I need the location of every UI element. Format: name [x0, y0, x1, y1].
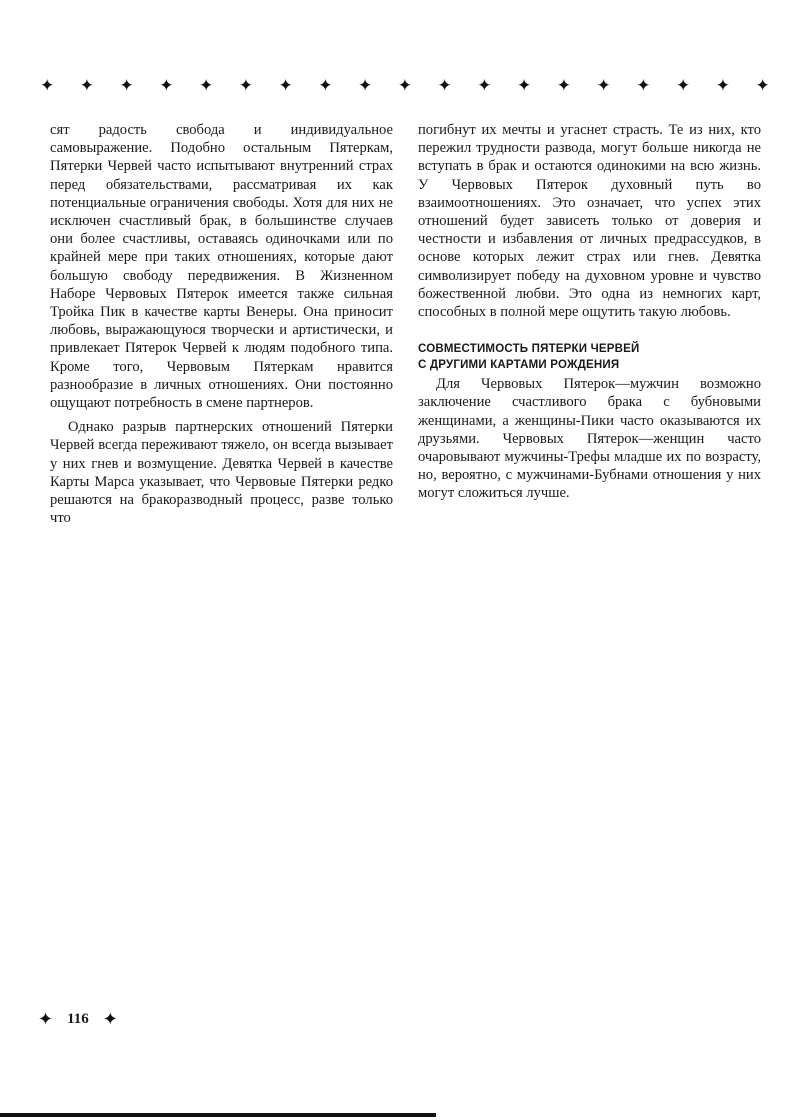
star-icon: ✦: [159, 75, 174, 95]
star-icon: ✦: [596, 75, 611, 95]
section-heading-line: С ДРУГИМИ КАРТАМИ РОЖДЕНИЯ: [418, 359, 620, 372]
left-text-column: [50, 121, 393, 527]
star-icon: ✦: [318, 75, 333, 95]
star-icon: ✦: [119, 75, 134, 95]
body-paragraph: сят радость свобода и индивидуальное самовыражение. Подобно остальным Пятеркам, Пятерки Червей часто испытывают внутренний страх перед обязательствами, рассматривая их как потенциальные ограничения свободы. Хотя для них не исключен счастливый брак, в большинстве случаев они более счастливы, оставаясь одиночками или по крайней мере при таких отношениях, которые дают большую свободу передвижения. В Жизненном Наборе Червовых Пятерок имеется также сильная Тройка Пик в качестве карты Венеры. Она приносит любовь, выражающуюся творчески и артистически, и привлекает Пятерок Червей к людям подобного типа. Кроме того, Червовым Пятеркам нравится разнообразие в личных отношениях. Они постоянно ощущают потребность в смене партнеров.: [50, 122, 393, 412]
star-icon: ✦: [477, 75, 492, 95]
star-icon: ✦: [517, 75, 532, 95]
section-heading-line: СОВМЕСТИМОСТЬ ПЯТЕРКИ ЧЕРВЕЙ: [418, 343, 640, 356]
star-icon: ✦: [715, 75, 730, 95]
star-icon: ✦: [102, 1009, 118, 1029]
body-paragraph: погибнут их мечты и угаснет страсть. Те из них, кто пережил трудности развода, могут больше никогда не вступать в брак и остаются одинокими на всю жизнь. У Червовых Пятерок духовный путь во взаимоотношениях. Это означает, что успех этих отношений будет зависеть только от доверия и честности и избавления от личных предрассудков, в основе которых лежит страх или гнев. Девятка символизирует победу на духовном уровне и чувство божественной любви. Это одна из немногих карт, способных в полной мере ощутить такую любовь.: [418, 122, 761, 321]
section-heading: [418, 341, 761, 373]
body-paragraph: Для Червовых Пятерок—мужчин возможно заключение счастливого брака с бубновыми женщинами, а женщины-Пики часто оказываются их друзьями. Червовых Пятерок—женщин часто очаровывают мужчины-Трефы младше их по возрасту, но, вероятно, с мужчинами-Бубнами отношения у них могут сложиться лучше.: [418, 376, 761, 502]
star-icon: ✦: [238, 75, 253, 95]
star-icon: ✦: [79, 75, 94, 95]
star-icon: ✦: [437, 75, 452, 95]
star-icon: ✦: [556, 75, 571, 95]
page-footer: [38, 1008, 118, 1030]
right-text-column: [418, 121, 761, 503]
star-icon: ✦: [636, 75, 651, 95]
star-icon: ✦: [40, 75, 55, 95]
star-icon: ✦: [397, 75, 412, 95]
star-icon: ✦: [358, 75, 373, 95]
bottom-rule: [0, 1113, 436, 1117]
decorative-star-border: [40, 74, 770, 96]
body-paragraph: Однако разрыв партнерских отношений Пятерки Червей всегда переживают тяжело, он всегда вызывает у них гнев и возмущение. Девятка Червей в качестве Карты Марса указывает, что Червовые Пятерки редко решаются на бракоразводный процесс, разве только что: [50, 419, 393, 527]
star-icon: ✦: [199, 75, 214, 95]
star-icon: ✦: [278, 75, 293, 95]
star-icon: ✦: [38, 1009, 54, 1029]
page-number: 116: [67, 1010, 89, 1027]
star-icon: ✦: [755, 75, 770, 95]
star-icon: ✦: [676, 75, 691, 95]
